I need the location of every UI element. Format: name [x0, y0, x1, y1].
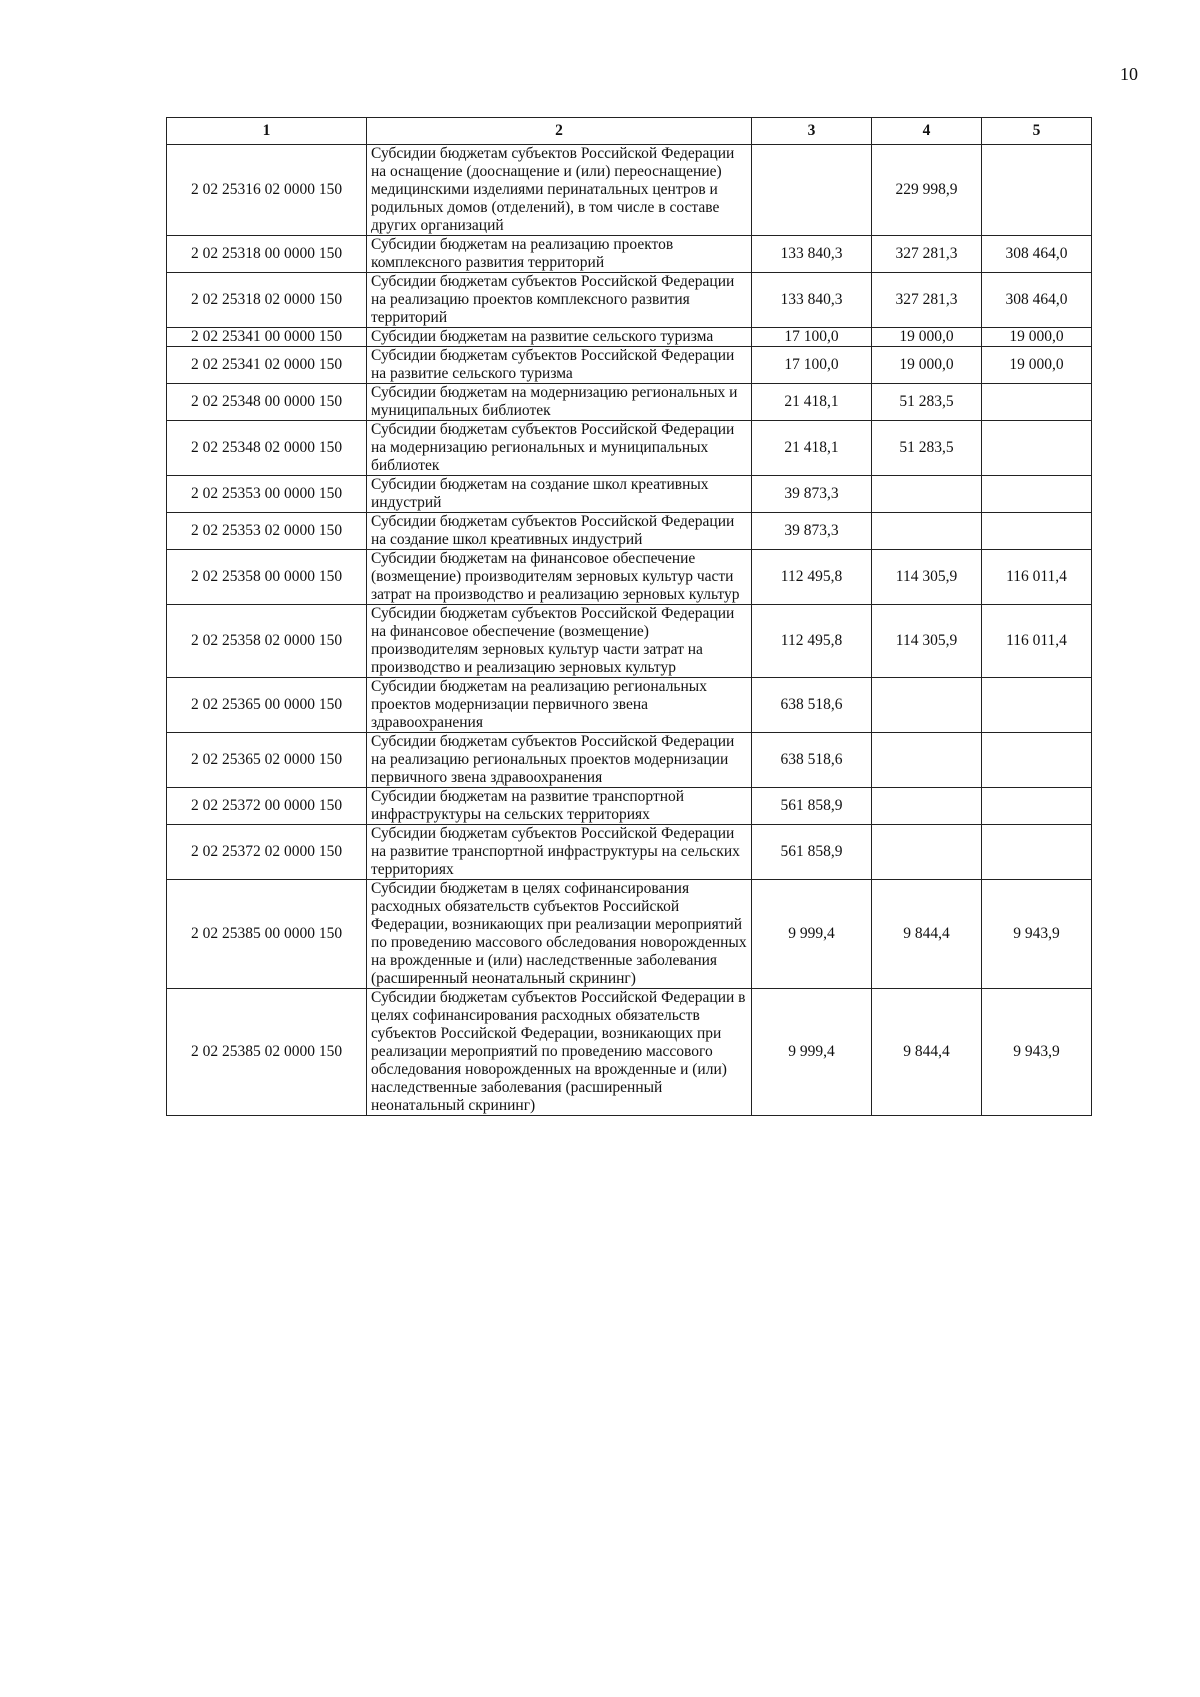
revenue-name: Субсидии бюджетам субъектов Российской Федерации на оснащение (дооснащение и (или) переоснащение) медицинскими изделиями перинатальных центров и родильных домов (отделений), в том числе в составе других организаций: [367, 145, 752, 236]
amount-col-3: 638 518,6: [752, 733, 872, 788]
amount-col-5: 9 943,9: [982, 989, 1092, 1116]
revenue-code: 2 02 25318 00 0000 150: [167, 236, 367, 273]
amount-col-4: 9 844,4: [872, 989, 982, 1116]
table-row: [167, 825, 1092, 880]
revenue-name: Субсидии бюджетам субъектов Российской Федерации на создание школ креативных индустрий: [367, 513, 752, 550]
amount-col-4: [872, 678, 982, 733]
amount-col-3: 21 418,1: [752, 421, 872, 476]
amount-col-5: 9 943,9: [982, 880, 1092, 989]
amount-col-4: 114 305,9: [872, 550, 982, 605]
amount-col-3: 133 840,3: [752, 273, 872, 328]
amount-col-5: [982, 384, 1092, 421]
amount-col-5: 19 000,0: [982, 347, 1092, 384]
revenue-name: Субсидии бюджетам на финансовое обеспечение (возмещение) производителям зерновых культур части затрат на производство и реализацию зерновых культур: [367, 550, 752, 605]
amount-col-5: [982, 513, 1092, 550]
revenue-code: 2 02 25385 02 0000 150: [167, 989, 367, 1116]
revenue-name: Субсидии бюджетам субъектов Российской Федерации на развитие сельского туризма: [367, 347, 752, 384]
amount-col-3: 112 495,8: [752, 605, 872, 678]
table-row: [167, 513, 1092, 550]
table-row: [167, 273, 1092, 328]
amount-col-4: [872, 513, 982, 550]
revenue-name: Субсидии бюджетам на реализацию проектов комплексного развития территорий: [367, 236, 752, 273]
amount-col-5: 308 464,0: [982, 273, 1092, 328]
amount-col-3: 17 100,0: [752, 347, 872, 384]
amount-col-4: 19 000,0: [872, 347, 982, 384]
table-row: [167, 328, 1092, 347]
amount-col-5: [982, 788, 1092, 825]
amount-col-5: 308 464,0: [982, 236, 1092, 273]
amount-col-4: [872, 733, 982, 788]
revenue-code: 2 02 25318 02 0000 150: [167, 273, 367, 328]
revenue-code: 2 02 25348 00 0000 150: [167, 384, 367, 421]
revenue-name: Субсидии бюджетам субъектов Российской Федерации на финансовое обеспечение (возмещение) производителям зерновых культур части затрат на производство и реализацию зерновых культур: [367, 605, 752, 678]
table-row: [167, 347, 1092, 384]
amount-col-5: [982, 825, 1092, 880]
revenue-code: 2 02 25358 02 0000 150: [167, 605, 367, 678]
table-row: [167, 880, 1092, 989]
budget-table: [166, 117, 1092, 1116]
amount-col-3: 17 100,0: [752, 328, 872, 347]
revenue-code: 2 02 25358 00 0000 150: [167, 550, 367, 605]
table-row: [167, 788, 1092, 825]
revenue-name: Субсидии бюджетам на создание школ креативных индустрий: [367, 476, 752, 513]
amount-col-5: [982, 678, 1092, 733]
table-row: [167, 384, 1092, 421]
revenue-name: Субсидии бюджетам субъектов Российской Федерации в целях софинансирования расходных обязательств субъектов Российской Федерации, возникающих при реализации мероприятий по проведению массового обследования новорожденных на врожденные и (или) наследственные заболевания (расширенный неонатальный скрининг): [367, 989, 752, 1116]
amount-col-3: 561 858,9: [752, 825, 872, 880]
revenue-code: 2 02 25353 00 0000 150: [167, 476, 367, 513]
revenue-code: 2 02 25341 00 0000 150: [167, 328, 367, 347]
amount-col-4: 327 281,3: [872, 273, 982, 328]
amount-col-3: 9 999,4: [752, 989, 872, 1116]
amount-col-3: 133 840,3: [752, 236, 872, 273]
revenue-name: Субсидии бюджетам на реализацию региональных проектов модернизации первичного звена здравоохранения: [367, 678, 752, 733]
amount-col-5: [982, 421, 1092, 476]
revenue-code: 2 02 25365 00 0000 150: [167, 678, 367, 733]
revenue-name: Субсидии бюджетам субъектов Российской Федерации на развитие транспортной инфраструктуры на сельских территориях: [367, 825, 752, 880]
table-row: [167, 476, 1092, 513]
amount-col-5: 116 011,4: [982, 550, 1092, 605]
amount-col-3: 638 518,6: [752, 678, 872, 733]
table-row: [167, 236, 1092, 273]
table-row: [167, 678, 1092, 733]
amount-col-4: 9 844,4: [872, 880, 982, 989]
amount-col-3: 21 418,1: [752, 384, 872, 421]
amount-col-5: 19 000,0: [982, 328, 1092, 347]
amount-col-4: 327 281,3: [872, 236, 982, 273]
table-row: [167, 989, 1092, 1116]
amount-col-4: [872, 825, 982, 880]
table-row: [167, 421, 1092, 476]
revenue-code: 2 02 25348 02 0000 150: [167, 421, 367, 476]
revenue-code: 2 02 25372 02 0000 150: [167, 825, 367, 880]
revenue-name: Субсидии бюджетам субъектов Российской Федерации на реализацию проектов комплексного развития территорий: [367, 273, 752, 328]
revenue-name: Субсидии бюджетам субъектов Российской Федерации на модернизацию региональных и муниципальных библиотек: [367, 421, 752, 476]
column-header-3: 3: [752, 118, 872, 145]
revenue-name: Субсидии бюджетам на модернизацию региональных и муниципальных библиотек: [367, 384, 752, 421]
amount-col-5: [982, 145, 1092, 236]
column-header-2: 2: [367, 118, 752, 145]
page-number: 10: [1120, 64, 1138, 84]
revenue-code: 2 02 25365 02 0000 150: [167, 733, 367, 788]
column-header-5: 5: [982, 118, 1092, 145]
amount-col-5: [982, 733, 1092, 788]
amount-col-4: 51 283,5: [872, 421, 982, 476]
amount-col-4: [872, 788, 982, 825]
amount-col-5: [982, 476, 1092, 513]
revenue-name: Субсидии бюджетам в целях софинансирования расходных обязательств субъектов Российской Федерации, возникающих при реализации мероприятий по проведению массового обследования новорожденных на врожденные и (или) наследственные заболевания (расширенный неонатальный скрининг): [367, 880, 752, 989]
amount-col-4: 114 305,9: [872, 605, 982, 678]
amount-col-3: 39 873,3: [752, 476, 872, 513]
revenue-name: Субсидии бюджетам на развитие сельского туризма: [367, 328, 752, 347]
revenue-code: 2 02 25353 02 0000 150: [167, 513, 367, 550]
amount-col-3: 112 495,8: [752, 550, 872, 605]
amount-col-3: 39 873,3: [752, 513, 872, 550]
revenue-code: 2 02 25372 00 0000 150: [167, 788, 367, 825]
revenue-name: Субсидии бюджетам на развитие транспортной инфраструктуры на сельских территориях: [367, 788, 752, 825]
table-row: [167, 550, 1092, 605]
table-row: [167, 605, 1092, 678]
amount-col-4: 229 998,9: [872, 145, 982, 236]
revenue-code: 2 02 25385 00 0000 150: [167, 880, 367, 989]
column-header-1: 1: [167, 118, 367, 145]
amount-col-3: 561 858,9: [752, 788, 872, 825]
column-header-4: 4: [872, 118, 982, 145]
table-row: [167, 733, 1092, 788]
table-body: [167, 145, 1092, 1116]
amount-col-3: [752, 145, 872, 236]
revenue-name: Субсидии бюджетам субъектов Российской Федерации на реализацию региональных проектов модернизации первичного звена здравоохранения: [367, 733, 752, 788]
table-header-row: [167, 118, 1092, 145]
table-row: [167, 145, 1092, 236]
amount-col-3: 9 999,4: [752, 880, 872, 989]
revenue-code: 2 02 25316 02 0000 150: [167, 145, 367, 236]
amount-col-4: 51 283,5: [872, 384, 982, 421]
amount-col-5: 116 011,4: [982, 605, 1092, 678]
amount-col-4: 19 000,0: [872, 328, 982, 347]
revenue-code: 2 02 25341 02 0000 150: [167, 347, 367, 384]
amount-col-4: [872, 476, 982, 513]
